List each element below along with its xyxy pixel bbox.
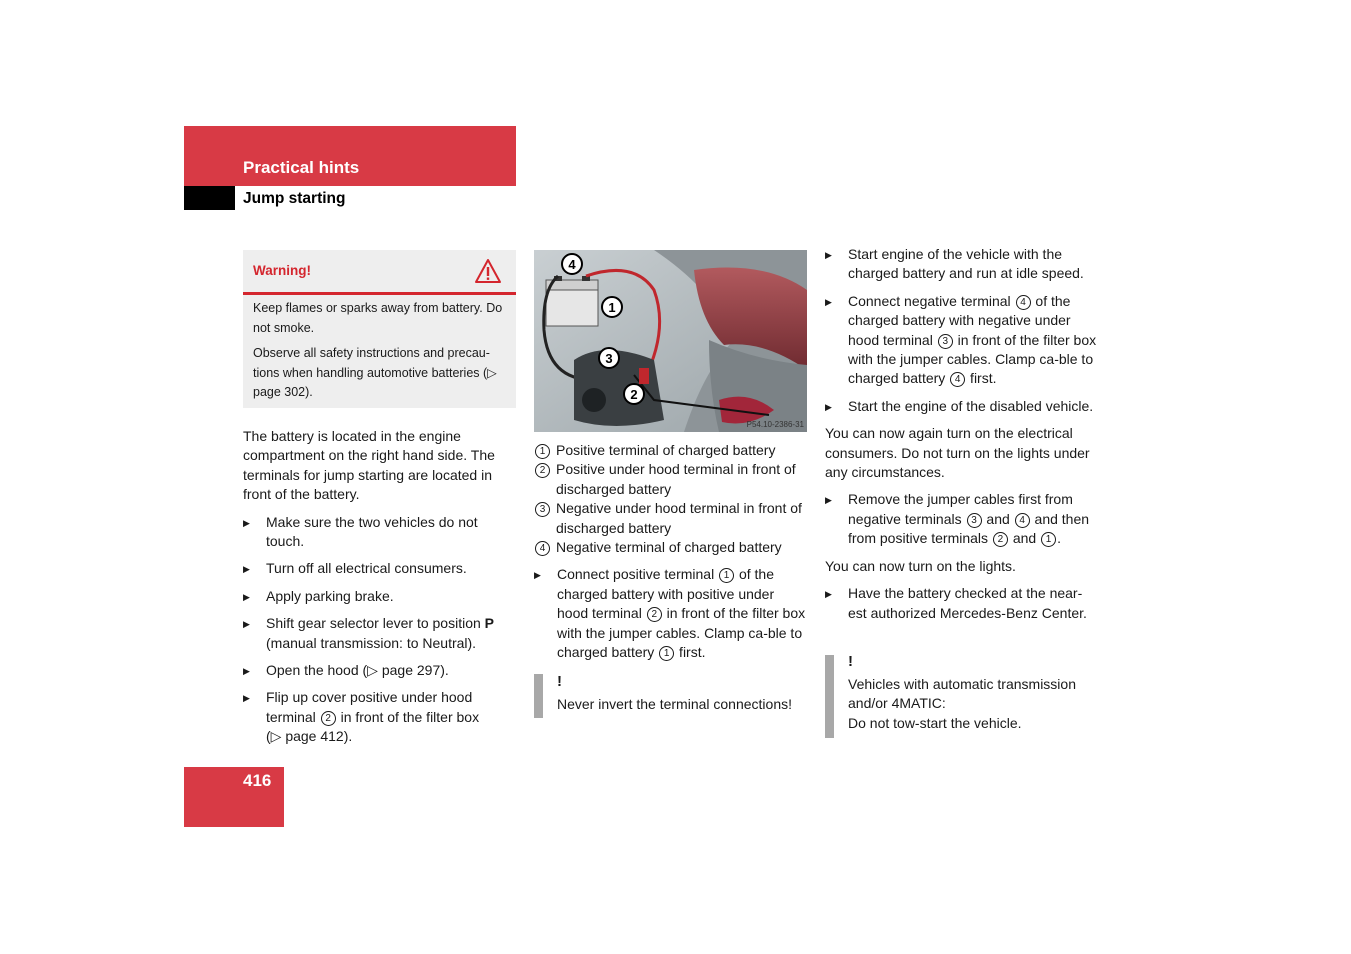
- section-title: Practical hints: [243, 158, 360, 177]
- callout-number: 2: [321, 711, 336, 726]
- note-bar: [534, 674, 543, 718]
- legend-number: 2: [535, 463, 550, 478]
- legend-text: Negative under hood terminal in front of discharged battery: [556, 500, 802, 536]
- intro-paragraph: The battery is located in the engine compartment on the right hand side. The terminals for jump starting are located in front of the battery.: [243, 428, 495, 503]
- column-middle: [534, 441, 808, 662]
- callout-number: 2: [993, 532, 1008, 547]
- subsection-title: Jump starting: [243, 190, 346, 207]
- warning-title: Warning!: [253, 263, 311, 278]
- callout-number: 2: [647, 607, 662, 622]
- warning-divider: [243, 292, 516, 295]
- legend-item: [534, 441, 808, 460]
- legend-number: 4: [535, 541, 550, 556]
- warning-body: [253, 299, 508, 409]
- step-item: ▶ Apply parking brake.: [243, 587, 511, 606]
- callout-number: 3: [967, 513, 982, 528]
- note-text: Never invert the terminal connections!: [557, 696, 792, 712]
- warning-paragraph: Keep flames or sparks away from battery. Do not smoke.: [253, 301, 503, 335]
- callout-3: [599, 348, 619, 368]
- step-text: Flip up cover positive under hood terminal: [266, 689, 473, 725]
- step-text: Shift gear selector lever to position: [266, 615, 485, 632]
- step-item: ▶ Start engine of the vehicle with the charged battery and run at idle speed.: [825, 245, 1100, 284]
- callout-number: 1: [719, 568, 734, 583]
- callout-number: 4: [950, 372, 965, 387]
- warning-paragraph: Observe all safety instructions and precau-tions when handling automotive batteries (▷ page 302).: [253, 346, 497, 399]
- note-bar: [825, 655, 834, 738]
- column-left: [243, 427, 511, 747]
- svg-text:4: 4: [568, 257, 576, 272]
- svg-text:2: 2: [630, 387, 638, 402]
- step-item: ▶ Remove the jumper cables first from negative terminals 3 and 4 and then from positive terminals 2 and 1 .: [825, 490, 1100, 548]
- svg-text:3: 3: [605, 351, 613, 366]
- legend-item: [534, 538, 808, 557]
- note-exclamation: !: [848, 653, 853, 670]
- note-line: Do not tow-start the vehicle.: [848, 714, 1022, 731]
- legend-text: Positive terminal of charged battery: [556, 442, 776, 458]
- step-item: [243, 688, 511, 727]
- note-line: Vehicles with automatic transmission: [848, 676, 1076, 692]
- note-text: [848, 675, 1103, 733]
- legend-item: [534, 499, 808, 538]
- note-exclamation: !: [557, 673, 562, 690]
- legend-number: 3: [535, 502, 550, 517]
- warning-triangle-icon: [474, 258, 502, 284]
- step-item-continued: (▷ page 412).: [266, 728, 353, 745]
- figure-code: P54.10-2386-31: [746, 420, 804, 429]
- callout-2: [624, 384, 644, 404]
- step-item: ▶ Connect negative terminal 4 of the charged battery with negative under hood terminal 3 in front of the filter box with the jumper cables. Clamp ca-ble to charged battery 4 first.: [825, 292, 1100, 389]
- step-item: ▶ Have the battery checked at the near-est authorized Mercedes-Benz Center.: [825, 584, 1100, 623]
- callout-number: 4: [1016, 295, 1031, 310]
- note-line: and/or 4MATIC:: [848, 695, 946, 712]
- callout-number: 1: [1041, 532, 1056, 547]
- header-marker: [184, 186, 235, 210]
- jump-start-illustration: [534, 250, 807, 432]
- callout-4: [562, 254, 582, 274]
- callout-number: 3: [938, 334, 953, 349]
- step-item: ▶ Connect positive terminal 1 of the charged battery with positive under hood terminal 2 in front of the filter box with the jumper cables. Clamp ca-ble to charged battery 1 first.: [534, 565, 808, 662]
- page-number: 416: [243, 771, 272, 790]
- info-paragraph: You can now turn on the lights.: [825, 557, 1016, 574]
- step-item: ▶ Start the engine of the disabled vehicle.: [825, 397, 1100, 416]
- legend-text: Positive under hood terminal in front of discharged battery: [556, 461, 796, 497]
- legend-text: Negative terminal of charged battery: [556, 539, 782, 556]
- legend-item: [534, 460, 808, 499]
- gear-position: P: [484, 615, 495, 632]
- callout-1: [602, 297, 622, 317]
- legend-number: 1: [535, 444, 550, 459]
- step-item: ▶ Turn off all electrical consumers.: [243, 559, 511, 578]
- svg-text:1: 1: [608, 300, 616, 315]
- column-right: [825, 245, 1100, 623]
- step-item-continued: (manual transmission: to Neutral).: [266, 634, 477, 651]
- step-item: [243, 614, 511, 633]
- callout-number: 1: [659, 646, 674, 661]
- step-item: ▶ Open the hood (▷ page 297).: [243, 661, 511, 680]
- step-item: ▶ Make sure the two vehicles do not touch.: [243, 513, 511, 552]
- info-paragraph: You can now again turn on the electrical consumers. Do not turn on the lights under any circumstances.: [825, 425, 1090, 481]
- step-text: in front of the filter box: [336, 708, 480, 725]
- callout-number: 4: [1015, 513, 1030, 528]
